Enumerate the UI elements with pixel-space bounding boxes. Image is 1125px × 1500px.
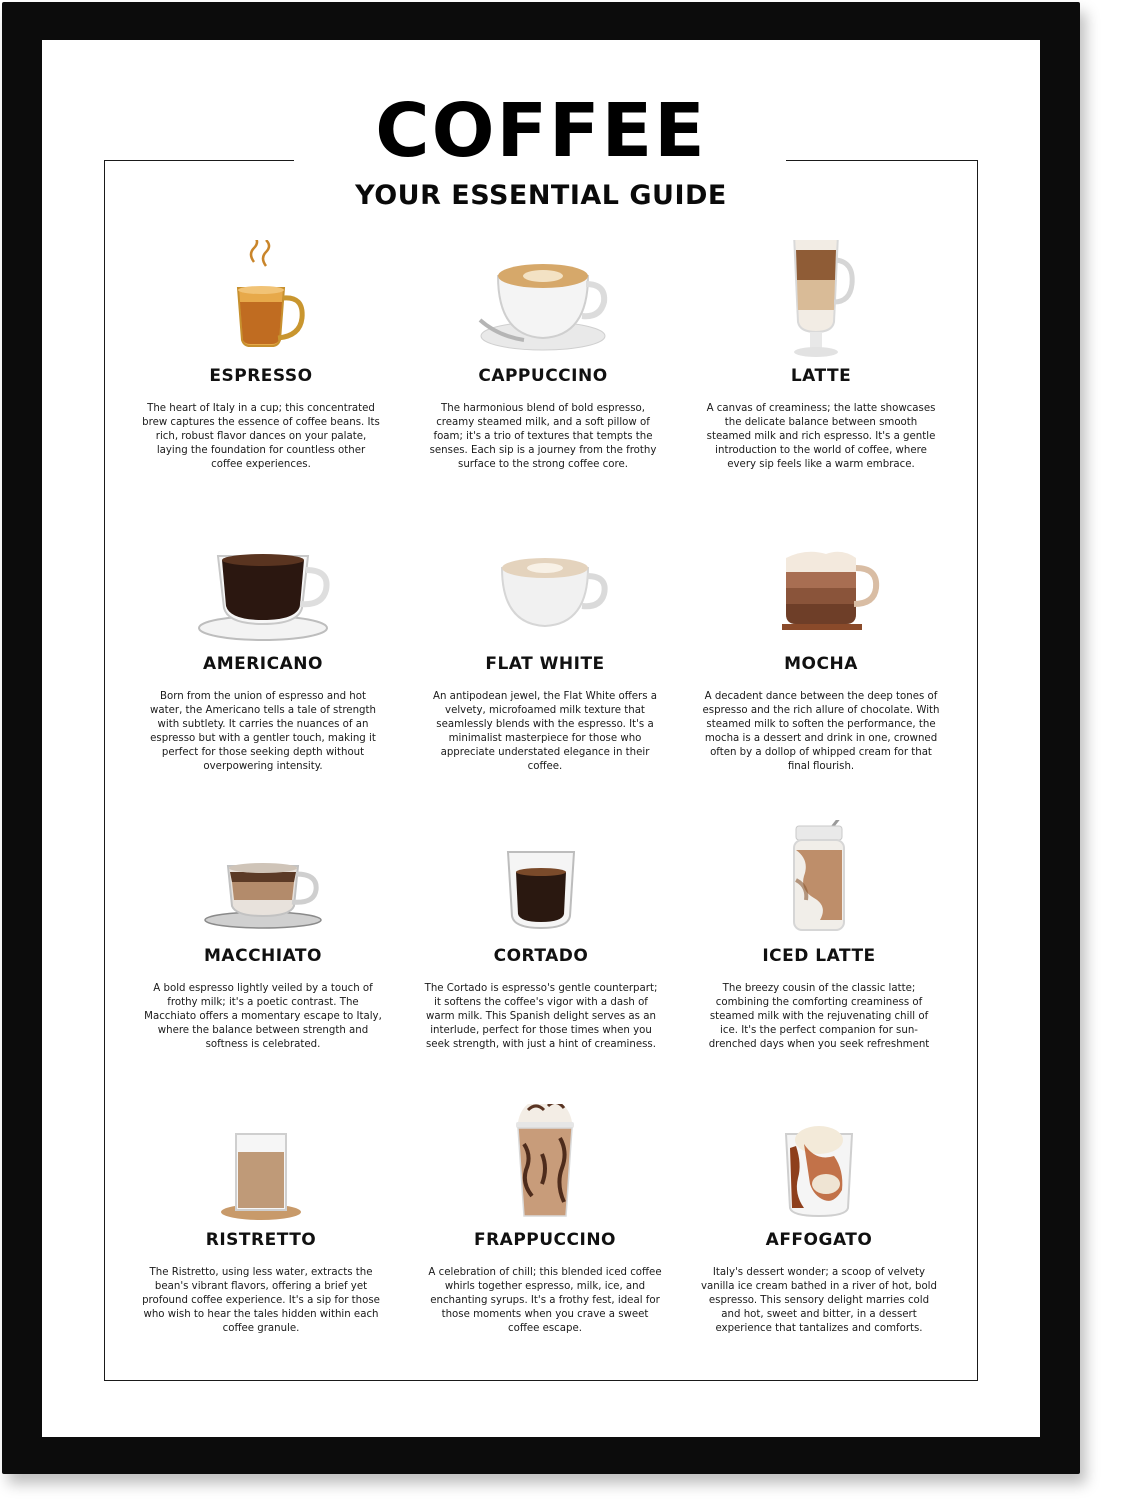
flat-white-cup-icon xyxy=(470,528,620,652)
drink-description: The harmonious blend of bold espresso, creamy steamed milk, and a soft pillow of foam; it's a trio of textures that tempts the senses. Each sip is a journey from the frothy surface to the strong coffee core. xyxy=(429,403,657,470)
drink-card-latte xyxy=(696,240,946,472)
americano-cup-icon xyxy=(188,528,338,652)
drink-description: A decadent dance between the deep tones of espresso and the rich allure of chocolate. With steamed milk to soften the performance, the mocha is a dessert and drink in one, crowned often by a dollop of whipped cream for that final flourish. xyxy=(702,691,940,772)
drink-card-mocha xyxy=(696,528,946,774)
drink-description: The breezy cousin of the classic latte; combining the comforting creaminess of steamed milk with the rejuvenating chill of ice. It's the perfect companion for sun-drenched days when you seek refreshment xyxy=(708,983,930,1050)
drink-card-cortado xyxy=(416,820,666,1052)
mocha-cup-icon xyxy=(746,528,896,652)
drink-name: FLAT WHITE xyxy=(485,654,605,674)
drink-card-frappuccino xyxy=(420,1104,670,1336)
affogato-glass-icon xyxy=(744,1104,894,1228)
macchiato-cup-icon xyxy=(188,820,338,944)
drink-description: A celebration of chill; this blended iced coffee whirls together espresso, milk, ice, and enchanting syrups. It's a frothy fest, ideal for those moments when you crave a sweet coffee escape. xyxy=(428,1267,662,1334)
drink-name: CORTADO xyxy=(493,946,589,966)
iced-latte-jar-icon xyxy=(744,820,894,944)
cortado-glass-icon xyxy=(466,820,616,944)
poster-frame xyxy=(2,2,1080,1474)
drink-name: AFFOGATO xyxy=(765,1230,873,1250)
drink-name: CAPPUCCINO xyxy=(478,366,608,386)
espresso-cup-icon xyxy=(186,240,336,364)
drink-name: FRAPPUCCINO xyxy=(473,1230,617,1250)
ristretto-glass-icon xyxy=(186,1104,336,1228)
drink-name: ESPRESSO xyxy=(209,366,313,386)
drink-card-americano xyxy=(138,528,388,774)
poster-title: COFFEE xyxy=(375,88,707,174)
poster-mat xyxy=(42,40,1040,1437)
drink-card-flat-white xyxy=(420,528,670,774)
drink-name: RISTRETTO xyxy=(205,1230,317,1250)
drink-description: A bold espresso lightly veiled by a touch of frothy milk; it's a poetic contrast. The Macchiato offers a momentary escape to Italy, where the balance between strength and softness is celebrated. xyxy=(144,983,382,1050)
poster-subtitle: YOUR ESSENTIAL GUIDE xyxy=(355,180,727,211)
drink-name: MACCHIATO xyxy=(204,946,322,966)
drink-name: AMERICANO xyxy=(203,654,323,674)
frappuccino-cup-icon xyxy=(470,1104,620,1228)
drink-card-iced-latte xyxy=(694,820,944,1052)
drink-description: The Cortado is espresso's gentle counterpart; it softens the coffee's vigor with a dash of warm milk. This Spanish delight serves as an interlude, perfect for those times when you seek strength, with just a hint of creaminess. xyxy=(424,983,658,1050)
cappuccino-cup-icon xyxy=(468,240,618,364)
drink-description: The heart of Italy in a cup; this concentrated brew captures the essence of coffee beans. Its rich, robust flavor dances on your palate, laying the foundation for countless other coffee experiences. xyxy=(142,403,380,470)
drink-name: MOCHA xyxy=(784,654,858,674)
drink-card-espresso xyxy=(136,240,386,472)
drink-card-affogato xyxy=(694,1104,944,1336)
drink-name: ICED LATTE xyxy=(762,946,876,966)
drink-name: LATTE xyxy=(790,366,852,386)
drink-card-cappuccino xyxy=(418,240,668,472)
latte-glass-icon xyxy=(746,240,896,364)
drink-description: The Ristretto, using less water, extracts the bean's vibrant flavors, offering a brief yet profound coffee experience. It's a sip for those who wish to hear the tales hidden within each coffee granule. xyxy=(142,1267,380,1334)
drink-description: A canvas of creaminess; the latte showcases the delicate balance between smooth steamed milk and rich espresso. It's a gentle introduction to the world of coffee, where every sip feels like a warm embrace. xyxy=(706,403,936,470)
drink-card-ristretto xyxy=(136,1104,386,1336)
drink-description: An antipodean jewel, the Flat White offers a velvety, microfoamed milk texture that seamlessly blends with the espresso. It's a minimalist masterpiece for those who appreciate understated elegance in their coffee. xyxy=(432,691,658,772)
drink-description: Born from the union of espresso and hot water, the Americano tells a tale of strength with subtlety. It carries the nuances of an espresso but with a gentler touch, making it perfect for those seeking depth without overpowering intensity. xyxy=(150,691,376,772)
drink-card-macchiato xyxy=(138,820,388,1052)
drink-description: Italy's dessert wonder; a scoop of velvety vanilla ice cream bathed in a river of hot, bold espresso. This sensory delight marries cold and hot, sweet and bitter, in a dessert experience that tantalizes and comforts. xyxy=(701,1267,937,1334)
